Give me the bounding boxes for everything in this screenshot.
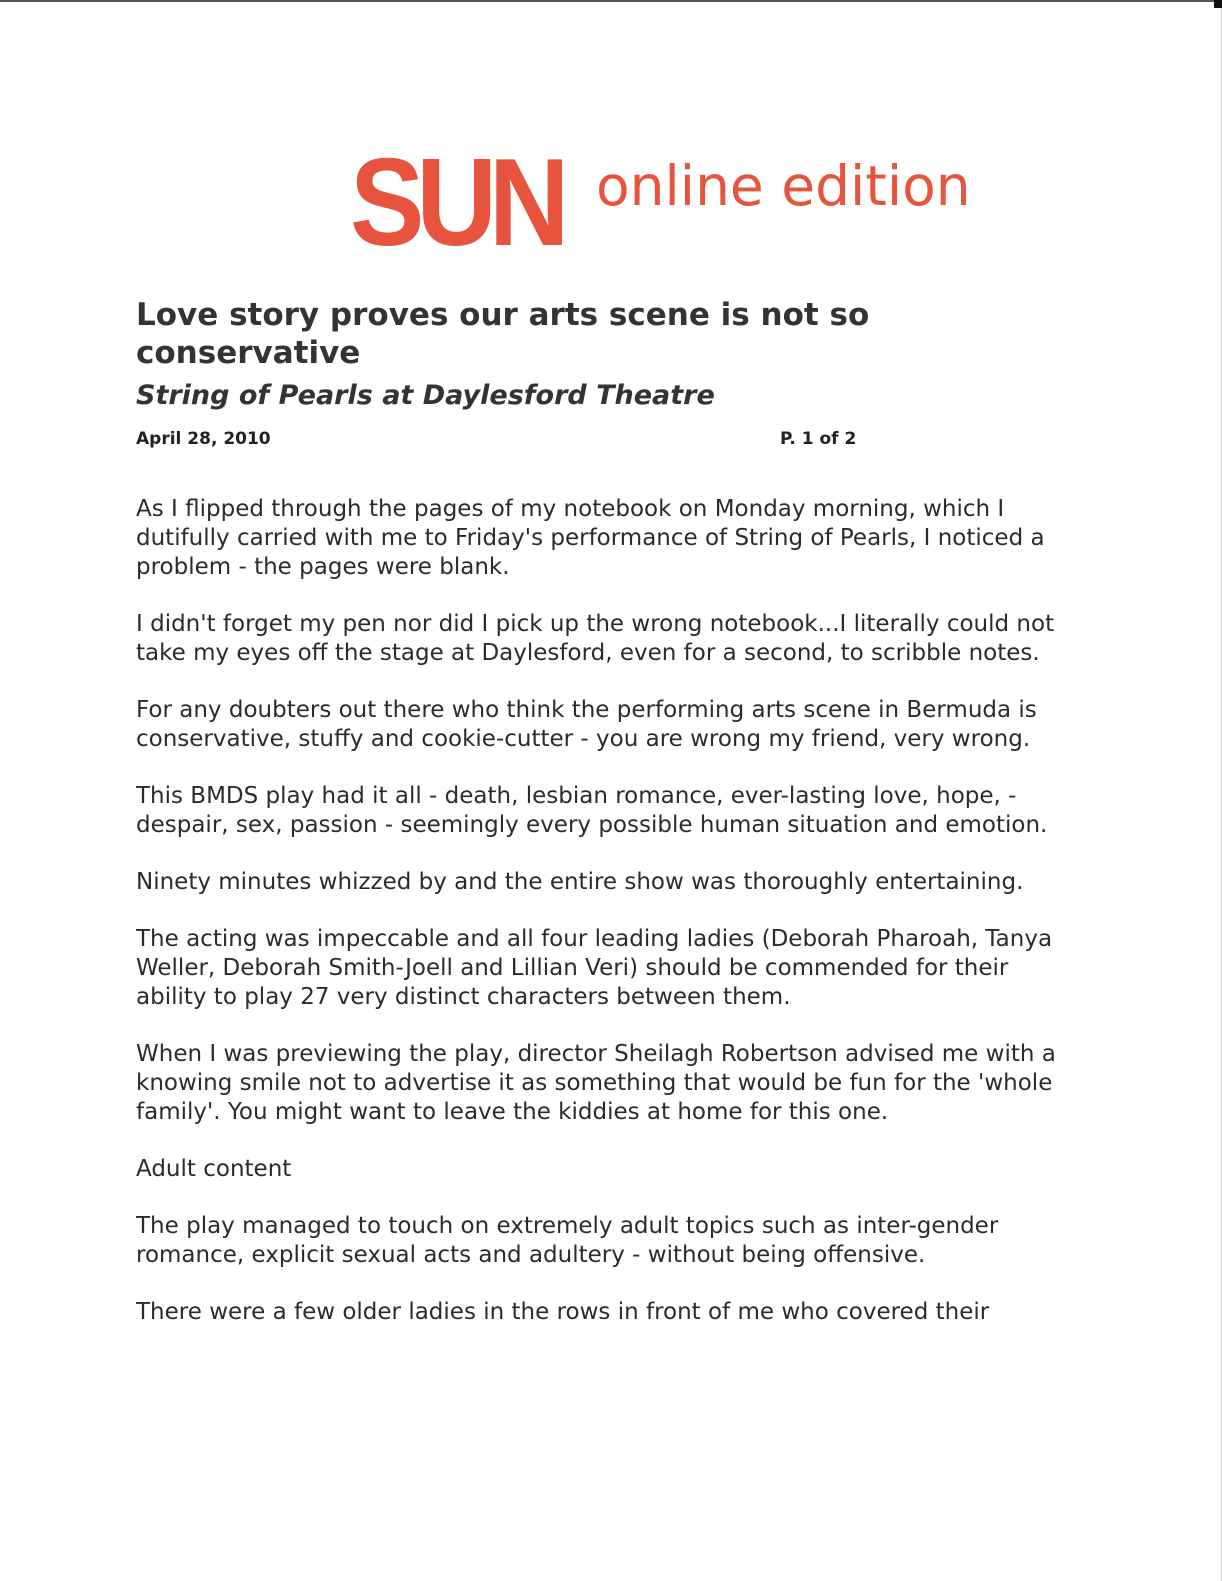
- article-body: [136, 495, 1071, 1355]
- masthead: [350, 134, 971, 272]
- paragraph: This BMDS play had it all - death, lesbian romance, ever-lasting love, hope, - despair, sex, passion - seemingly every possible human situation and emotion.: [136, 783, 1048, 838]
- paragraph: The acting was impeccable and all four leading ladies (Deborah Pharoah, Tanya Weller, Deborah Smith-Joell and Lillian Veri) should be commended for their ability to play 27 very distinct characters between them.: [136, 926, 1053, 1010]
- article-date: April 28, 2010: [136, 429, 271, 449]
- scan-edge-top: [0, 0, 1222, 2]
- paragraph: The play managed to touch on extremely adult topics such as inter-gender romance, explicit sexual acts and adultery - without being offensive.: [136, 1213, 999, 1268]
- paragraph: Ninety minutes whizzed by and the entire show was thoroughly entertaining.: [136, 869, 1024, 895]
- scan-corner-mark: [1214, 0, 1222, 8]
- paragraph: There were a few older ladies in the rows in front of me who covered their: [136, 1299, 990, 1325]
- paragraph: I didn't forget my pen nor did I pick up the wrong notebook...I literally could not take my eyes off the stage at Daylesford, even for a second, to scribble notes.: [136, 611, 1055, 666]
- paragraph: When I was previewing the play, director Sheilagh Robertson advised me with a knowing smile not to advertise it as something that would be fun for the 'whole family'. You might want to leave the kiddies at home for this one.: [136, 1041, 1056, 1125]
- edition-label: online edition: [596, 154, 971, 218]
- page-indicator: P. 1 of 2: [780, 429, 857, 449]
- sun-logo: SUN: [350, 134, 562, 272]
- paragraph: As I flipped through the pages of my notebook on Monday morning, which I dutifully carried with me to Friday's performance of String of Pearls, I noticed a problem - the pages were blank.: [136, 496, 1045, 580]
- section-heading: Adult content: [136, 1156, 292, 1182]
- article-headline: Love story proves our arts scene is not so conservative: [136, 297, 870, 371]
- paragraph: For any doubters out there who think the performing arts scene in Bermuda is conservative, stuffy and cookie-cutter - you are wrong my friend, very wrong.: [136, 697, 1037, 752]
- article-subheadline: String of Pearls at Daylesford Theatre: [136, 380, 715, 411]
